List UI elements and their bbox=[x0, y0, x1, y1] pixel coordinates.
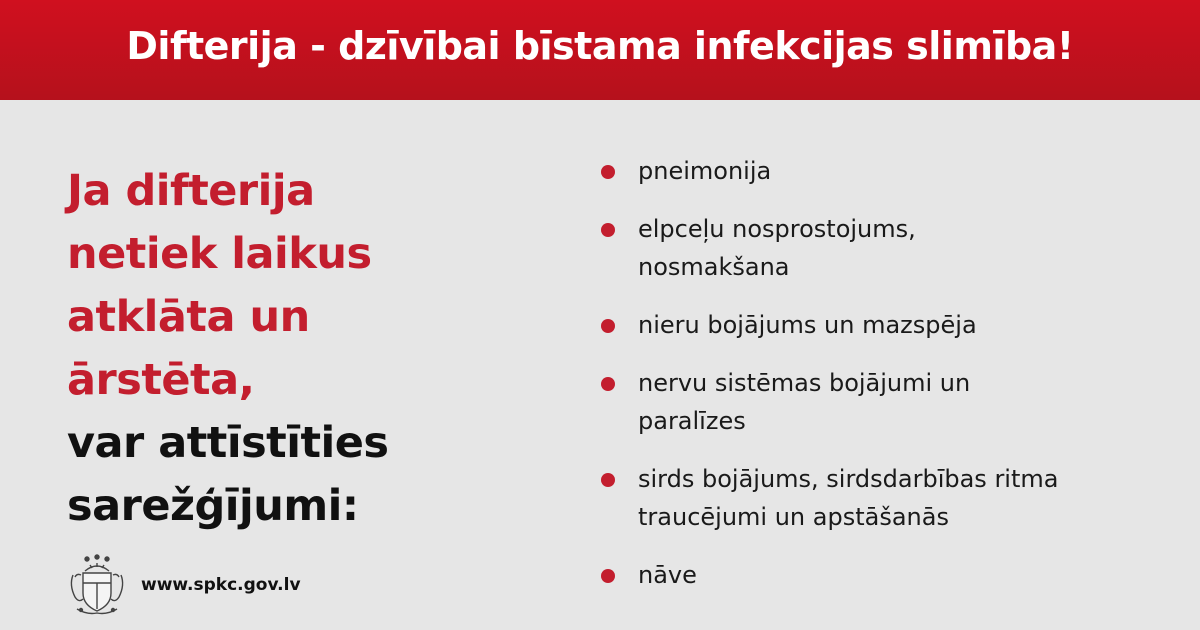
intro-heading bbox=[67, 160, 537, 538]
list-item bbox=[598, 306, 1178, 344]
complications-list bbox=[598, 152, 1178, 614]
list-item-text: sirds bojājums, sirdsdarbības ritma traucējumi un apstāšanās bbox=[638, 465, 1059, 531]
bullet-dot-icon bbox=[601, 165, 615, 179]
list-item-text: pneimonija bbox=[638, 157, 772, 185]
page-title: Difterija - dzīvībai bīstama infekcijas slimība! bbox=[126, 24, 1074, 68]
bullet-dot-icon bbox=[601, 569, 615, 583]
latvia-coat-of-arms-icon bbox=[65, 553, 129, 617]
website-link[interactable]: www.spkc.gov.lv bbox=[141, 575, 301, 595]
list-item-text: nervu sistēmas bojājumi un paralīzes bbox=[638, 369, 971, 435]
bullet-dot-icon bbox=[601, 223, 615, 237]
list-item bbox=[598, 152, 1178, 190]
bullet-dot-icon bbox=[601, 377, 615, 391]
intro-line: ārstēta, bbox=[67, 355, 255, 405]
intro-line: atklāta un bbox=[67, 292, 310, 342]
bullet-dot-icon bbox=[601, 473, 615, 487]
list-item bbox=[598, 460, 1178, 536]
intro-line: Ja difterija bbox=[67, 166, 315, 216]
list-item-text: nieru bojājums un mazspēja bbox=[638, 311, 977, 339]
list-item bbox=[598, 210, 1038, 286]
list-item bbox=[598, 556, 1178, 594]
bullet-dot-icon bbox=[601, 319, 615, 333]
list-item-text: elpceļu nosprostojums, nosmakšana bbox=[638, 215, 916, 281]
intro-line: var attīstīties bbox=[67, 418, 389, 468]
header-banner bbox=[0, 0, 1200, 100]
list-item bbox=[598, 364, 1068, 440]
intro-line: netiek laikus bbox=[67, 229, 372, 279]
footer bbox=[65, 553, 301, 617]
intro-line: sarežģījumi: bbox=[67, 481, 359, 531]
list-item-text: nāve bbox=[638, 561, 697, 589]
